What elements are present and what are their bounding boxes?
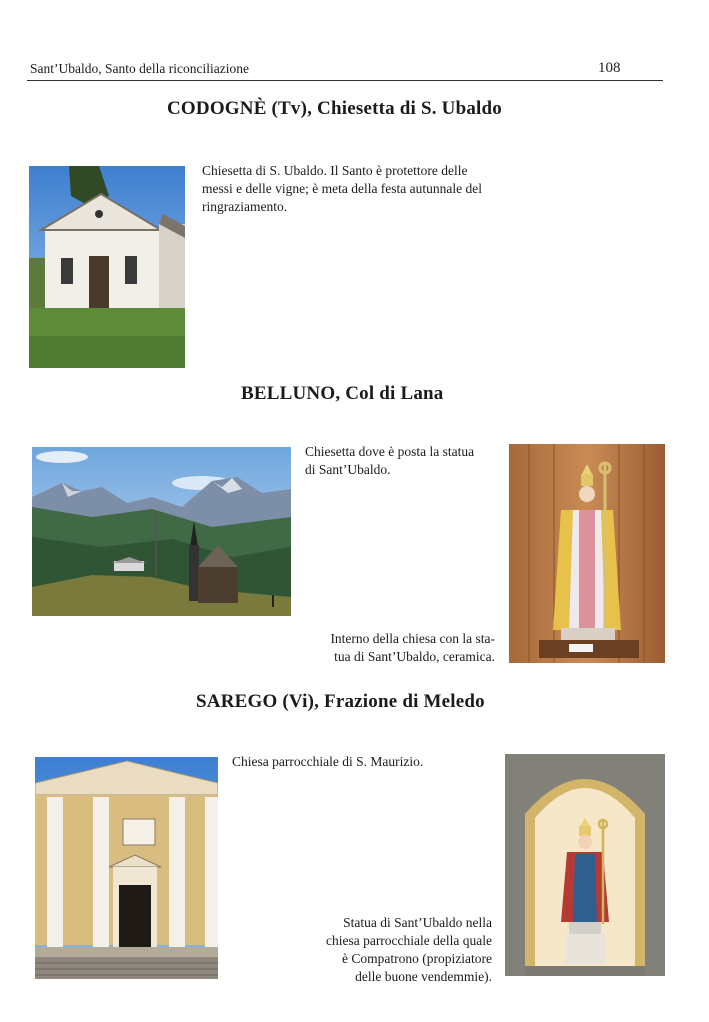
caption-line: Statua di Sant’Ubaldo nella [343,915,492,930]
caption-line: chiesa parrocchiale della quale [325,933,492,948]
caption-line: Chiesetta dove è posta la statua [305,444,475,459]
caption-chiesa-parrocchiale [232,753,472,771]
caption-line: è Compatrono (propiziatore [342,951,492,966]
caption-line: delle buone vendemmie). [355,969,492,984]
photo-chiesetta-codogne [29,166,185,368]
photo-statua-nicchia-sant-ubaldo [505,754,665,976]
caption-chiesetta-belluno [305,443,505,479]
caption-interno-chiesa [300,630,495,666]
photo-col-di-lana-landscape [32,447,291,616]
section-title-codogne: CODOGNÈ (Tv), Chiesetta di S. Ubaldo [167,98,502,119]
caption-line: Chiesetta di S. Ubaldo. Il Santo è protettore delle [202,163,468,178]
photo-statua-ceramica-sant-ubaldo [509,444,665,663]
page-number: 108 [598,60,621,76]
caption-line: tua di Sant’Ubaldo, ceramica. [334,649,495,664]
caption-line: Chiesa parrocchiale di S. Maurizio. [232,754,424,769]
section-title-sarego: SAREGO (Vi), Frazione di Meledo [196,691,485,712]
running-title: Sant’Ubaldo, Santo della riconciliazione [30,61,249,76]
header-rule [27,80,663,81]
caption-line: messi e delle vigne; è meta della festa autunnale del [202,181,483,196]
photo-chiesa-san-maurizio [35,757,218,979]
section-title-belluno: BELLUNO, Col di Lana [241,383,444,404]
caption-statua-compatrono [300,914,492,986]
caption-line: ringraziamento. [202,199,288,214]
caption-line: di Sant’Ubaldo. [305,462,391,477]
caption-line: Interno della chiesa con la sta- [330,631,495,646]
caption-chiesetta-codogne [202,162,512,216]
